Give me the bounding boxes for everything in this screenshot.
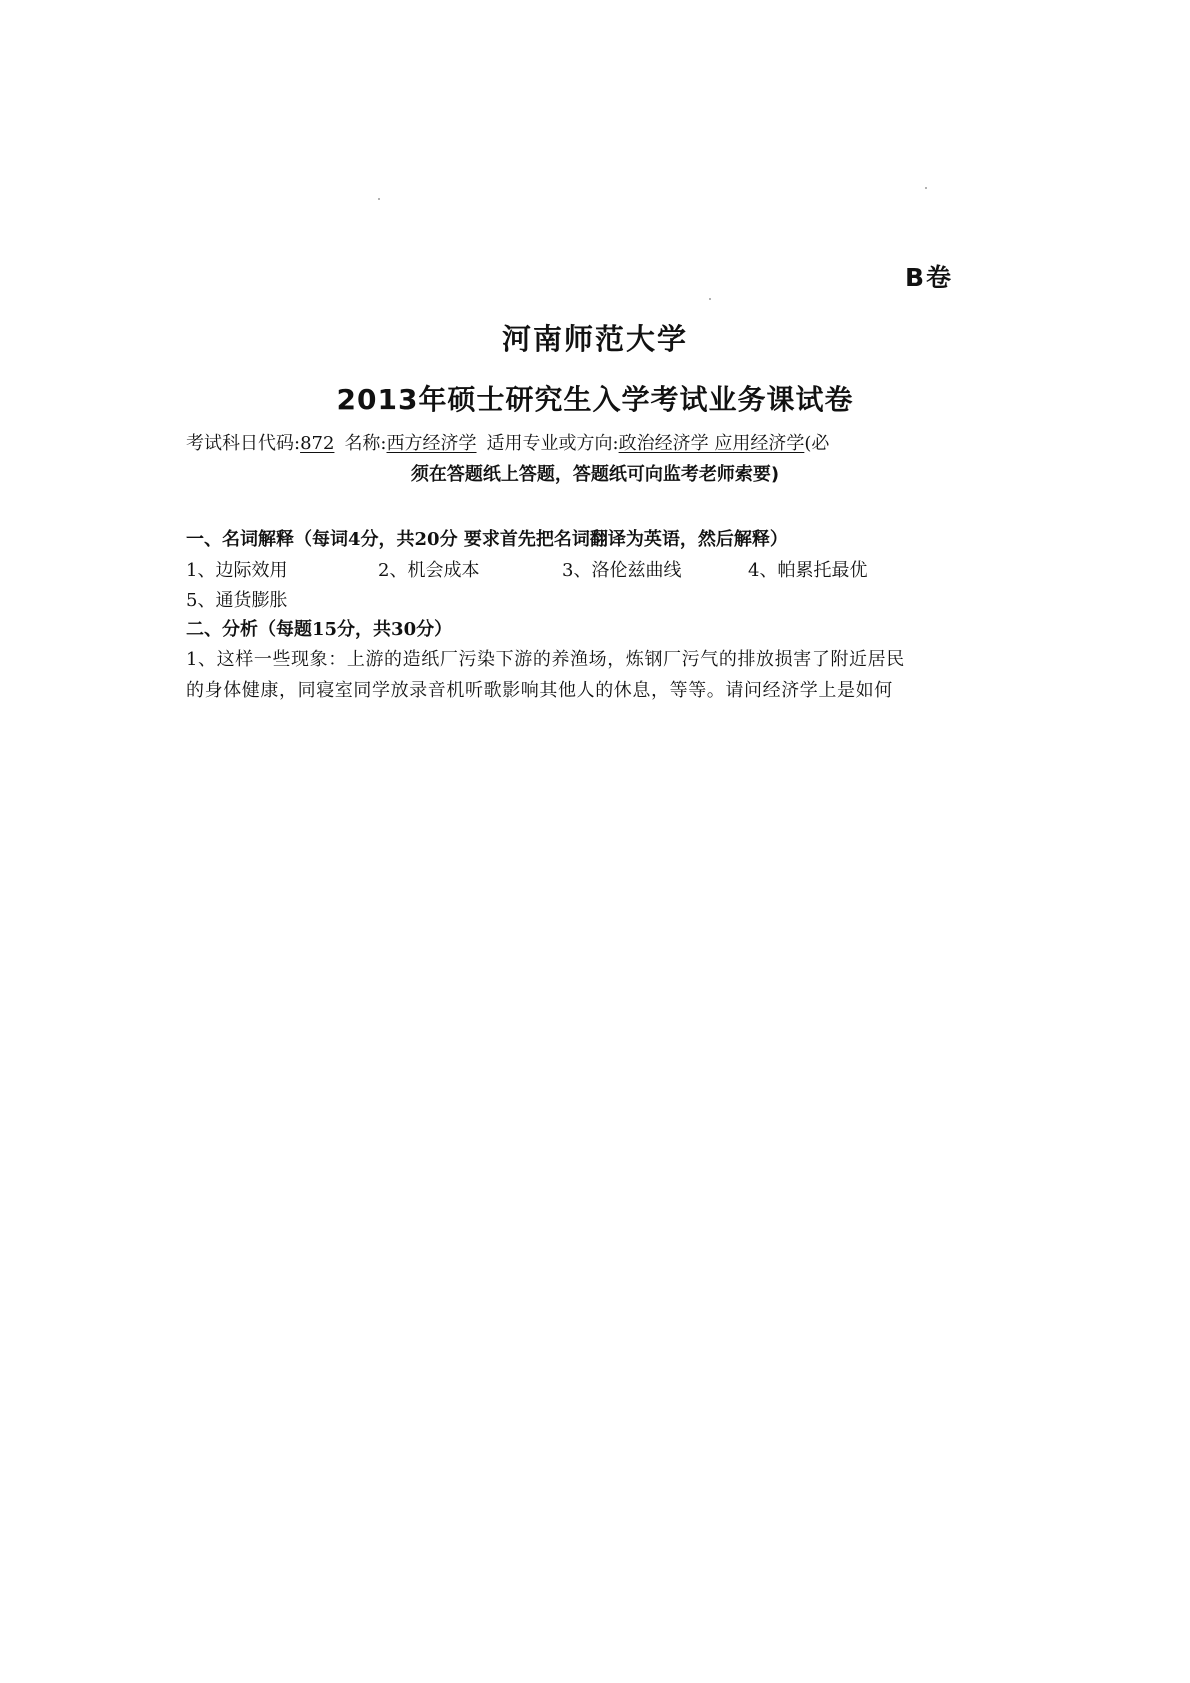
subject-code-value: 872 [300,433,335,454]
scan-speck [709,298,711,300]
university-name: 河南师范大学 [501,322,688,356]
subject-code-label: 考试科日代码: [186,433,301,454]
paper-version-label: B卷 [905,263,954,292]
section-2-heading: 二、分析（每题15分，共30分） [186,619,453,640]
term-item: 3、洛伦兹曲线 [562,560,682,581]
term-item: 4、帕累托最优 [748,560,868,581]
term-item: 5、通货膨胀 [186,590,288,611]
section-1-heading: 一、名词解释（每词4分，共20分 要求首先把名词翻译为英语，然后解释） [186,529,788,550]
subject-name-label: 名称: [344,433,387,454]
question-1-line: 的身体健康，同寝室同学放录音机听歌影响其他人的休息，等等。请问经济学上是如何 [186,680,893,701]
term-item: 1、边际效用 [186,560,288,581]
scan-speck [378,198,380,200]
subject-name-value: 西方经济学 [386,433,477,454]
answer-note-start: (必 [804,433,830,454]
term-item: 2、机会成本 [378,560,480,581]
exam-info-line [186,429,986,455]
scan-speck [925,187,927,189]
exam-title: 2013年硕士研究生入学考试业务课试卷 [336,383,854,416]
answer-note: 须在答题纸上答题，答题纸可向监考老师索要) [410,464,780,485]
direction-value: 政治经济学 应用经济学 [618,433,805,454]
question-1-line: 1、这样一些现象：上游的造纸厂污染下游的养渔场，炼钢厂污气的排放损害了附近居民 [186,649,905,670]
direction-label: 适用专业或方向: [486,433,619,454]
